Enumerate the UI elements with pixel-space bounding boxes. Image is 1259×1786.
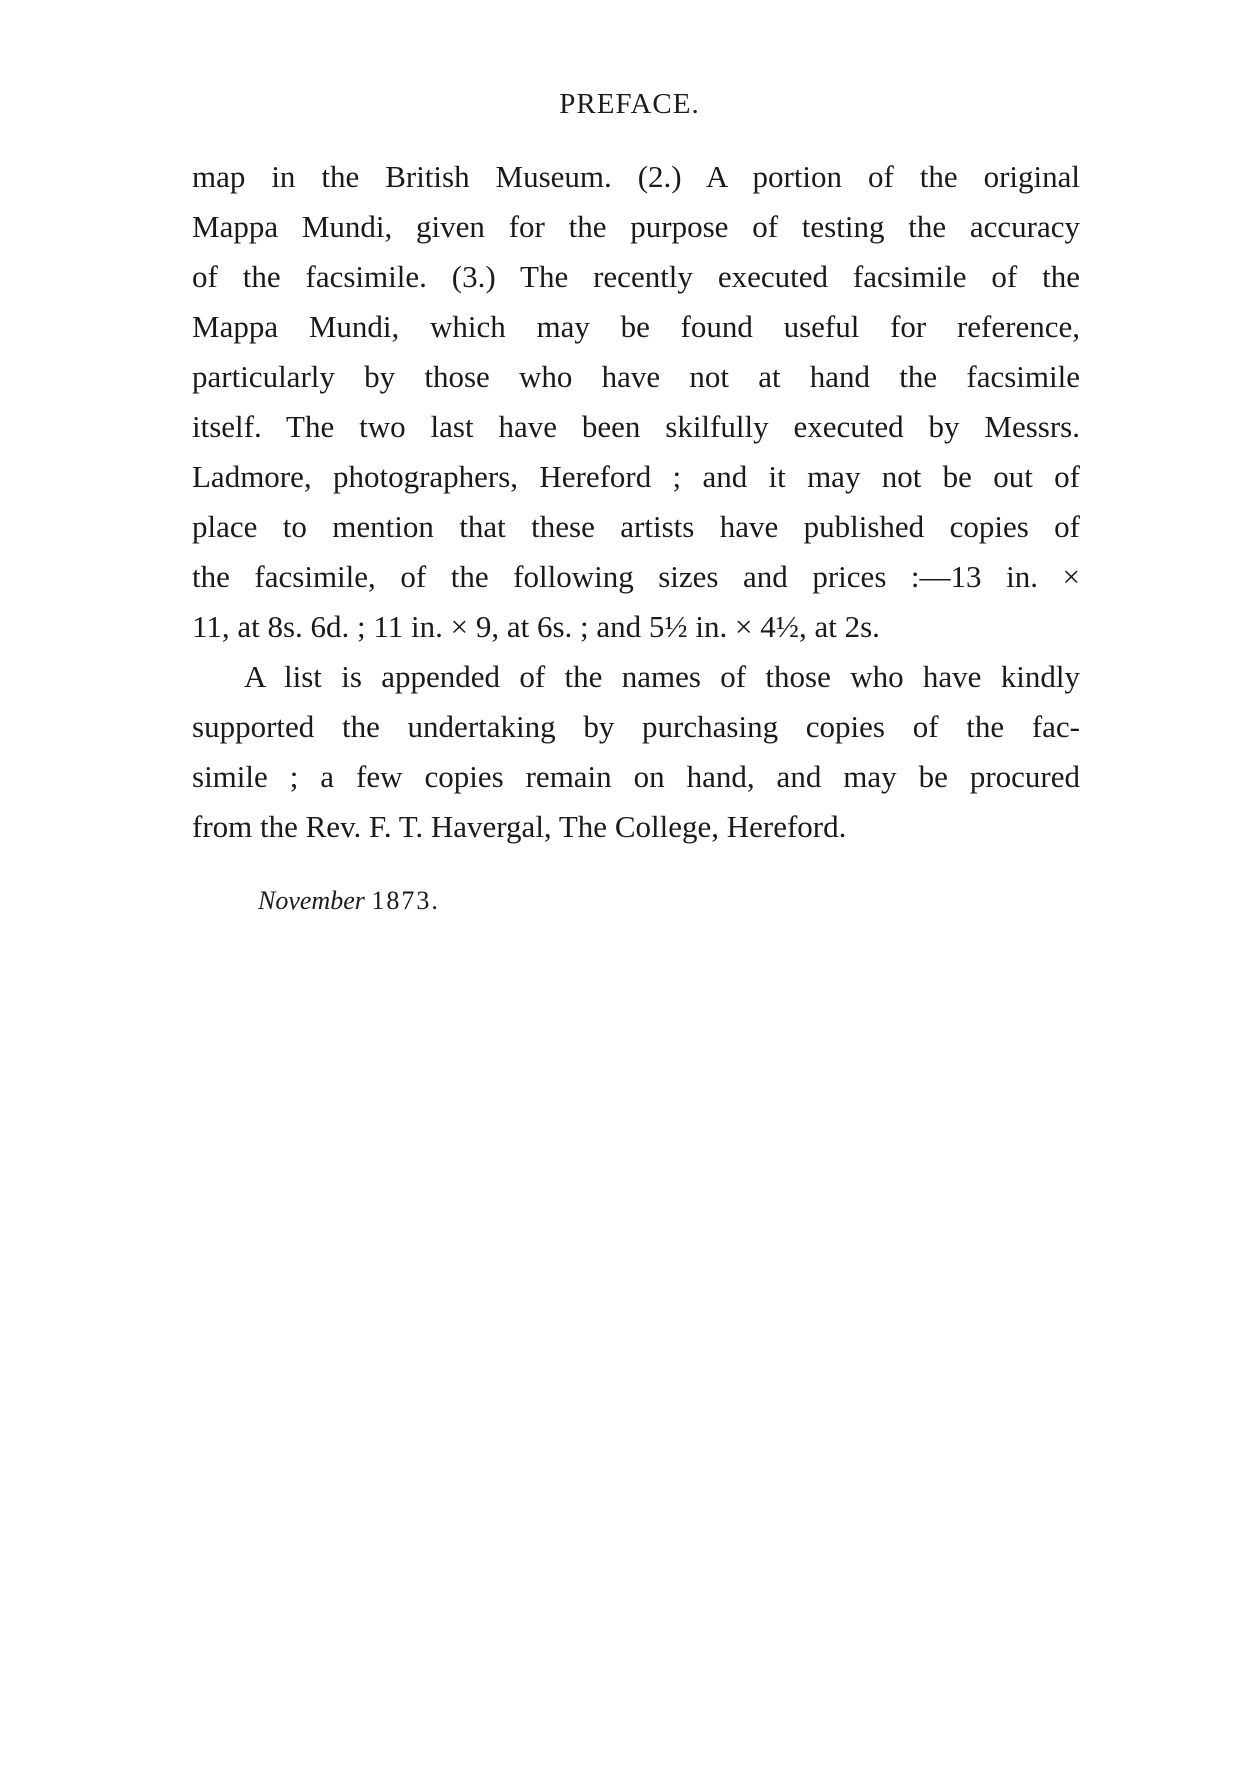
paragraph-2-line-4: from the Rev. F. T. Havergal, The College, Hereford. — [192, 809, 847, 844]
paragraph-2-line-1: A list is appended of the names of those who have kindly — [244, 659, 1080, 694]
paragraph-2-line-2: supported the undertaking by purchasing copies of the fac- — [192, 709, 1080, 744]
date-year: 1873. — [371, 886, 440, 915]
body-text — [192, 152, 1080, 852]
paragraph-1-line-7: Ladmore, photographers, Hereford ; and it may not be out of — [192, 459, 1080, 494]
paragraph-2-line-3: simile ; a few copies remain on hand, and may be procured — [192, 759, 1080, 794]
signature-date — [258, 886, 440, 916]
paragraph-1-line-8: place to mention that these artists have published copies of — [192, 509, 1080, 544]
paragraph-1-line-10: 11, at 8s. 6d. ; 11 in. × 9, at 6s. ; and 5½ in. × 4½, at 2s. — [192, 609, 880, 644]
paragraph-1-line-1: map in the British Museum. (2.) A portion of the original — [192, 159, 1080, 194]
running-head-title: PREFACE. — [559, 88, 700, 120]
paragraph-1-line-5: particularly by those who have not at hand the facsimile — [192, 359, 1080, 394]
paragraph-1-line-3: of the facsimile. (3.) The recently executed facsimile of the — [192, 259, 1080, 294]
paragraph-1-line-2: Mappa Mundi, given for the purpose of testing the accuracy — [192, 209, 1080, 244]
paragraph-1-line-6: itself. The two last have been skilfully executed by Messrs. — [192, 409, 1080, 444]
paragraph-1-line-9: the facsimile, of the following sizes and prices :—13 in. × — [192, 559, 1080, 594]
date-month: November — [258, 886, 365, 915]
paragraph-1-line-4: Mappa Mundi, which may be found useful for reference, — [192, 309, 1080, 344]
